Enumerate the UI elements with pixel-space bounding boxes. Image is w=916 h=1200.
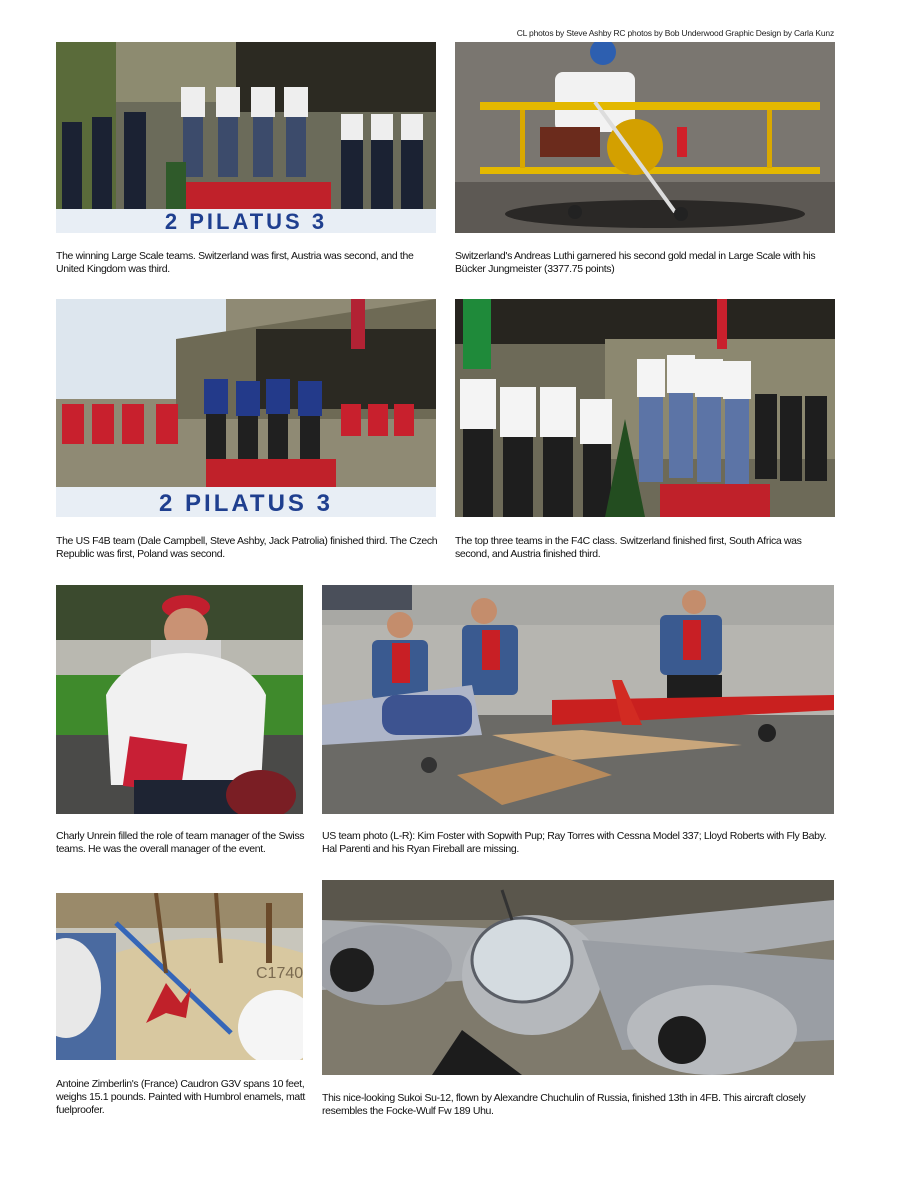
caption-f4c-teams: The top three teams in the F4C class. Switzerland finished first, South Africa was second, and Austria finished third. xyxy=(455,535,802,560)
photo-f4b-podium xyxy=(56,299,436,517)
photo-f4c-podium xyxy=(455,299,835,517)
caption-sukoi: This nice-looking Sukoi Su-12, flown by Alexandre Chuchulin of Russia, finished 13th in 4FB. This aircraft closely resembles the Focke-Wulf Fw 189 Uhu. xyxy=(322,1092,806,1117)
photo-charly-unrein xyxy=(56,585,303,814)
caption-us-team: US team photo (L-R): Kim Foster with Sopwith Pup; Ray Torres with Cessna Model 337; Lloyd Roberts with Fly Baby. Hal Parenti and his Ryan Fireball are missing. xyxy=(322,830,827,855)
aircraft-marking: C1740 xyxy=(256,965,303,982)
caption-jungmeister: Switzerland's Andreas Luthi garnered his second gold medal in Large Scale with his Bücker Jungmeister (3377.75 points) xyxy=(455,250,816,275)
photo-caudron-g3v xyxy=(56,893,303,1060)
podium-banner-1: 2 PILATUS 3 xyxy=(164,209,328,233)
photo-us-team xyxy=(322,585,834,814)
caption-f4b-team: The US F4B team (Dale Campbell, Steve Ashby, Jack Patrolia) finished third. The Czech Republic was first, Poland was second. xyxy=(56,535,438,560)
photo-sukoi-su12 xyxy=(322,880,834,1075)
caption-large-scale-teams: The winning Large Scale teams. Switzerland was first, Austria was second, and the United Kingdom was third. xyxy=(56,250,414,275)
caption-charly-unrein: Charly Unrein filled the role of team manager of the Swiss teams. He was the overall manager of the event. xyxy=(56,830,305,855)
podium-banner-2: 2 PILATUS 3 xyxy=(159,490,333,517)
photo-credits: CL photos by Steve Ashby RC photos by Bob Underwood Graphic Design by Carla Kunz xyxy=(516,28,834,38)
caption-caudron: Antoine Zimberlin's (France) Caudron G3V spans 10 feet, weighs 15.1 pounds. Painted with Humbrol enamels, matt fuelproofer. xyxy=(56,1078,305,1116)
photo-jungmeister-biplane xyxy=(455,42,835,233)
photo-large-scale-podium xyxy=(56,42,436,233)
